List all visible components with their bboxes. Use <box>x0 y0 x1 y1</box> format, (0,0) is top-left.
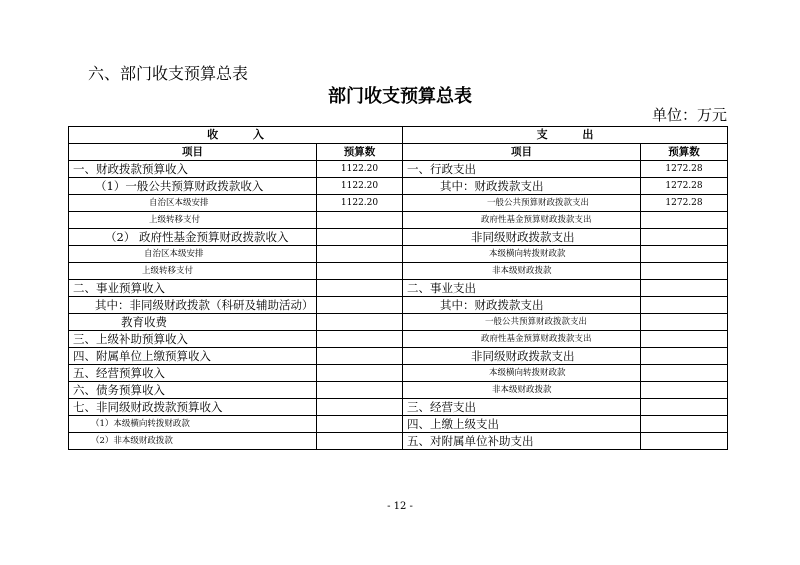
expense-amount <box>641 399 728 416</box>
expense-item: 一般公共预算财政拨款支出 <box>403 195 641 212</box>
income-item: 上级转移支付 <box>69 212 317 229</box>
expense-item: 二、事业支出 <box>403 280 641 297</box>
expense-item: 非本级财政拨款 <box>403 263 641 280</box>
table-row <box>69 433 728 450</box>
expense-amount <box>641 382 728 399</box>
income-amount <box>317 331 403 348</box>
table-row <box>69 263 728 280</box>
income-amount <box>317 280 403 297</box>
page-title: 部门收支预算总表 <box>328 86 472 107</box>
table-row <box>69 280 728 297</box>
expense-amount <box>641 280 728 297</box>
income-amount <box>317 314 403 331</box>
expense-header: 支 出 <box>403 127 728 144</box>
income-item: （2） 政府性基金预算财政拨款收入 <box>69 229 317 246</box>
table-row <box>69 416 728 433</box>
income-amount <box>317 246 403 263</box>
unit-label: 单位：万元 <box>651 106 727 124</box>
expense-amount <box>641 331 728 348</box>
table-row <box>69 246 728 263</box>
table-row <box>69 212 728 229</box>
income-amount-column-header: 预算数 <box>317 144 403 161</box>
income-item: （2）非本级财政拨款 <box>69 433 317 450</box>
table-row <box>69 195 728 212</box>
table-header-row <box>69 127 728 144</box>
income-item: 四、附属单位上缴预算收入 <box>69 348 317 365</box>
income-amount <box>317 416 403 433</box>
expense-amount <box>641 365 728 382</box>
income-amount <box>317 365 403 382</box>
table-row <box>69 297 728 314</box>
expense-amount <box>641 348 728 365</box>
expense-item-column-header: 项目 <box>403 144 641 161</box>
expense-amount <box>641 297 728 314</box>
expense-item: 一、行政支出 <box>403 161 641 178</box>
table-row <box>69 161 728 178</box>
income-item: 上级转移支付 <box>69 263 317 280</box>
income-item: 教育收费 <box>69 314 317 331</box>
expense-amount-column-header: 预算数 <box>641 144 728 161</box>
table-row <box>69 382 728 399</box>
expense-amount: 1272.28 <box>641 195 728 212</box>
income-item: 二、事业预算收入 <box>69 280 317 297</box>
income-amount <box>317 297 403 314</box>
income-amount: 1122.20 <box>317 161 403 178</box>
income-item: （1）本级横向转拨财政款 <box>69 416 317 433</box>
expense-amount <box>641 246 728 263</box>
income-item: 七、非同级财政拨款预算收入 <box>69 399 317 416</box>
income-amount <box>317 263 403 280</box>
income-item: 五、经营预算收入 <box>69 365 317 382</box>
expense-item: 政府性基金预算财政拨款支出 <box>403 331 641 348</box>
income-item-column-header: 项目 <box>69 144 317 161</box>
expense-amount <box>641 263 728 280</box>
table-row <box>69 399 728 416</box>
expense-amount: 1272.28 <box>641 161 728 178</box>
expense-amount <box>641 416 728 433</box>
budget-summary-table <box>68 126 728 450</box>
expense-item: 三、经营支出 <box>403 399 641 416</box>
income-amount: 1122.20 <box>317 195 403 212</box>
expense-amount <box>641 433 728 450</box>
expense-item: 其中：财政拨款支出 <box>403 178 641 195</box>
expense-item: 非同级财政拨款支出 <box>403 348 641 365</box>
income-amount <box>317 433 403 450</box>
column-header-row <box>69 144 728 161</box>
expense-item: 非同级财政拨款支出 <box>403 229 641 246</box>
page-number: - 12 - <box>387 501 413 512</box>
income-item: 自治区本级安排 <box>69 195 317 212</box>
table-row <box>69 314 728 331</box>
income-header: 收 入 <box>69 127 403 144</box>
table-row <box>69 229 728 246</box>
expense-item: 五、对附属单位补助支出 <box>403 433 641 450</box>
table-row <box>69 178 728 195</box>
income-item: 自治区本级安排 <box>69 246 317 263</box>
expense-item: 四、上缴上级支出 <box>403 416 641 433</box>
expense-item: 本级横向转拨财政款 <box>403 365 641 382</box>
income-amount <box>317 382 403 399</box>
income-amount: 1122.20 <box>317 178 403 195</box>
expense-item: 其中：财政拨款支出 <box>403 297 641 314</box>
income-item: 三、上级补助预算收入 <box>69 331 317 348</box>
expense-amount <box>641 212 728 229</box>
income-amount <box>317 399 403 416</box>
expense-item: 非本级财政拨款 <box>403 382 641 399</box>
income-item: （1）一般公共预算财政拨款收入 <box>69 178 317 195</box>
table-row <box>69 348 728 365</box>
income-item: 六、债务预算收入 <box>69 382 317 399</box>
table-row <box>69 365 728 382</box>
section-heading: 六、部门收支预算总表 <box>88 64 249 83</box>
income-amount <box>317 212 403 229</box>
income-item: 其中：非同级财政拨款（科研及辅助活动） <box>69 297 317 314</box>
expense-item: 政府性基金预算财政拨款支出 <box>403 212 641 229</box>
expense-amount <box>641 229 728 246</box>
income-amount <box>317 348 403 365</box>
income-item: 一、财政拨款预算收入 <box>69 161 317 178</box>
expense-item: 一般公共预算财政拨款支出 <box>403 314 641 331</box>
expense-item: 本级横向转拨财政款 <box>403 246 641 263</box>
income-amount <box>317 229 403 246</box>
table-row <box>69 331 728 348</box>
expense-amount <box>641 314 728 331</box>
expense-amount: 1272.28 <box>641 178 728 195</box>
